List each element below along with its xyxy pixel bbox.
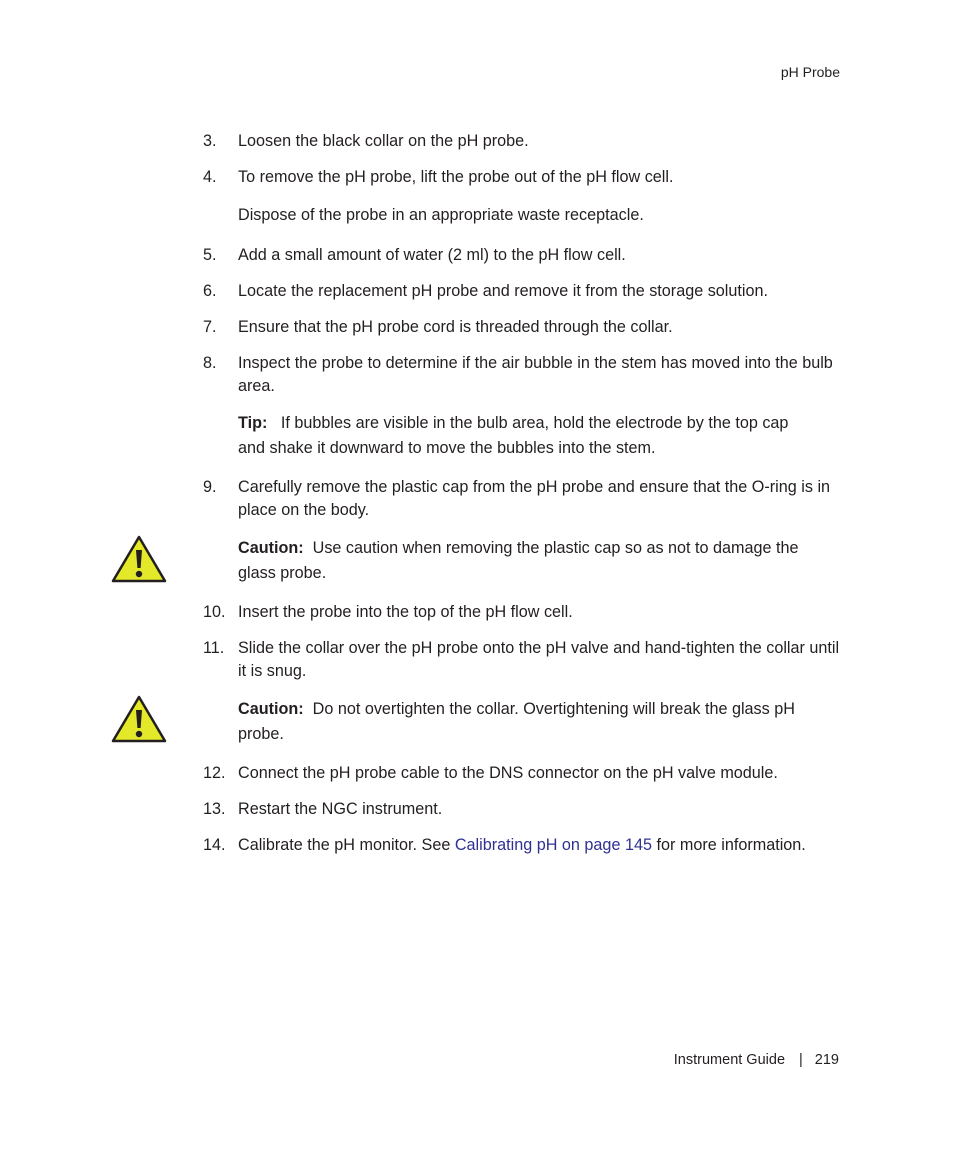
- running-header: pH Probe: [780, 64, 840, 80]
- step-number: 11.: [203, 639, 225, 657]
- step-number: 4.: [203, 168, 217, 186]
- step-number: 10.: [203, 603, 226, 621]
- step-text-suffix: for more information.: [651, 836, 806, 854]
- step-text: Slide the collar over the pH probe onto the pH valve and hand-tighten the collar until it is snug.: [238, 639, 840, 680]
- step-number: 9.: [203, 478, 217, 496]
- warning-triangle-icon: [111, 695, 167, 743]
- tip-note: [238, 411, 798, 461]
- step-text: To remove the pH probe, lift the probe out of the pH flow cell.: [238, 168, 674, 186]
- step-number: 5.: [203, 246, 217, 264]
- caution-text: Do not overtighten the collar. Overtightening will break the glass pH probe.: [238, 700, 795, 743]
- caution-label: Caution:: [238, 700, 304, 718]
- step-text-lead: Calibrate the pH monitor. See: [238, 836, 455, 854]
- step-text: Loosen the black collar on the pH probe.: [238, 132, 529, 150]
- caution-note-1: [238, 536, 808, 586]
- step-number: 6.: [203, 282, 217, 300]
- caution-label: Caution:: [238, 539, 304, 557]
- step-number: 14.: [203, 836, 226, 854]
- step-text: Inspect the probe to determine if the air bubble in the stem has moved into the bulb area.: [238, 354, 833, 395]
- step-text: Locate the replacement pH probe and remove it from the storage solution.: [238, 282, 768, 300]
- warning-triangle-icon: [111, 535, 167, 583]
- step-number: 13.: [203, 800, 226, 818]
- step-number: 7.: [203, 318, 217, 336]
- step-text: Ensure that the pH probe cord is threaded through the collar.: [238, 318, 673, 336]
- step-number: 12.: [203, 764, 226, 782]
- footer-separator: |: [799, 1052, 803, 1068]
- page-number: 219: [814, 1052, 839, 1068]
- step-text: Insert the probe into the top of the pH flow cell.: [238, 603, 573, 621]
- caution-note-2: [238, 697, 808, 747]
- step-text: [238, 834, 842, 857]
- step-4-note: Dispose of the probe in an appropriate waste receptacle.: [238, 206, 644, 224]
- step-number: 8.: [203, 354, 217, 372]
- step-number: 3.: [203, 132, 217, 150]
- tip-text: If bubbles are visible in the bulb area, hold the electrode by the top cap and shake it downward to move the bubbles into the stem.: [238, 414, 789, 457]
- step-text: Connect the pH probe cable to the DNS connector on the pH valve module.: [238, 764, 778, 782]
- caution-text: Use caution when removing the plastic cap so as not to damage the glass probe.: [238, 539, 799, 582]
- step-text: Add a small amount of water (2 ml) to the pH flow cell.: [238, 246, 626, 264]
- step-text: Restart the NGC instrument.: [238, 800, 443, 818]
- step-text: Carefully remove the plastic cap from the pH probe and ensure that the O-ring is in place on the body.: [238, 478, 831, 519]
- tip-label: Tip:: [238, 414, 268, 432]
- footer-doc-title: Instrument Guide: [673, 1052, 786, 1068]
- page-footer: [674, 1052, 839, 1068]
- calibrating-ph-link[interactable]: Calibrating pH on page 145: [454, 836, 652, 854]
